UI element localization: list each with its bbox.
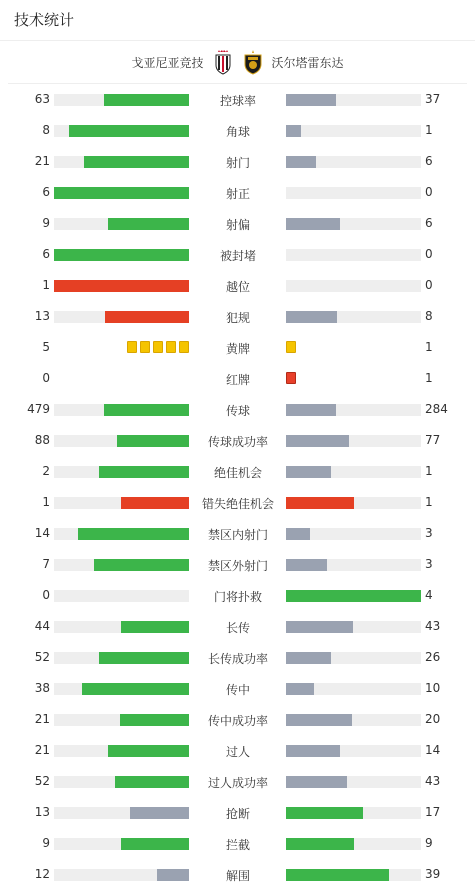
home-bar-track [54, 621, 189, 633]
home-bar-fill [54, 249, 189, 261]
stat-row [0, 270, 475, 301]
stat-row [0, 332, 475, 363]
home-stat-value: 21 [34, 712, 50, 726]
away-bar-fill [286, 156, 316, 168]
away-bar-fill [286, 652, 331, 664]
stat-row [0, 797, 475, 828]
stat-label: 门将扑救 [213, 590, 262, 604]
away-bar-track [286, 776, 421, 788]
home-bar-fill [94, 559, 189, 571]
stat-row [0, 828, 475, 859]
home-stat-value: 8 [42, 123, 50, 137]
stat-row [0, 642, 475, 673]
home-bar-track [54, 218, 189, 230]
home-stat-value: 479 [27, 402, 50, 416]
home-stat-value: 13 [34, 309, 50, 323]
away-bar-track [286, 435, 421, 447]
home-bar-track [54, 497, 189, 509]
stat-row [0, 146, 475, 177]
home-bar-track [54, 745, 189, 757]
home-stat-value: 5 [42, 340, 50, 354]
away-bar-track [286, 745, 421, 757]
home-stat-value: 2 [42, 464, 50, 478]
away-stat-value: 6 [425, 154, 433, 168]
away-bar-fill [286, 125, 301, 137]
stat-label: 长传 [225, 621, 250, 635]
home-bar-track [54, 559, 189, 571]
away-bar-fill [286, 838, 354, 850]
home-bar-fill [78, 528, 189, 540]
stat-row [0, 766, 475, 797]
stat-row [0, 456, 475, 487]
away-bar-fill [286, 404, 336, 416]
away-bar-fill [286, 559, 327, 571]
away-bar-track [286, 559, 421, 571]
away-bar-track [286, 807, 421, 819]
home-cards [127, 341, 189, 354]
away-bar-track [286, 621, 421, 633]
stat-label: 错失绝佳机会 [201, 497, 274, 511]
away-bar-track [286, 280, 421, 292]
yellow-card-icon [286, 341, 296, 353]
away-bar-fill [286, 683, 314, 695]
stat-label: 控球率 [219, 94, 256, 108]
stat-label: 传球 [225, 404, 250, 418]
away-stat-value: 37 [425, 92, 441, 106]
stat-label: 传中 [225, 683, 250, 697]
home-stat-value: 1 [42, 278, 50, 292]
away-bar-track [286, 125, 421, 137]
stat-row [0, 487, 475, 518]
home-bar-fill [117, 435, 189, 447]
stat-label: 射正 [225, 187, 250, 201]
home-bar-track [54, 652, 189, 664]
away-bar-track [286, 156, 421, 168]
stat-row [0, 177, 475, 208]
home-stat-value: 0 [42, 588, 50, 602]
volta-redonda-crest-icon [242, 49, 264, 75]
away-team[interactable] [238, 49, 468, 75]
away-stat-value: 3 [425, 557, 433, 571]
away-bar-track [286, 218, 421, 230]
stat-row [0, 84, 475, 115]
home-stat-value: 44 [34, 619, 50, 633]
home-stat-value: 21 [34, 743, 50, 757]
home-bar-track [54, 528, 189, 540]
home-bar-track [54, 435, 189, 447]
home-bar-track [54, 807, 189, 819]
stat-label: 红牌 [225, 373, 250, 387]
away-bar-track [286, 714, 421, 726]
stat-row [0, 239, 475, 270]
stat-row [0, 115, 475, 146]
home-bar-fill [121, 497, 189, 509]
home-bar-track [54, 590, 189, 602]
away-stat-value: 0 [425, 278, 433, 292]
away-bar-track [286, 683, 421, 695]
home-stat-value: 12 [34, 867, 50, 881]
stat-label: 黄牌 [225, 342, 250, 356]
away-stat-value: 20 [425, 712, 441, 726]
stat-row [0, 735, 475, 766]
red-card-icon [286, 372, 296, 384]
home-stat-value: 0 [42, 371, 50, 385]
stat-row [0, 518, 475, 549]
yellow-card-icon [127, 341, 137, 353]
home-bar-fill [99, 466, 189, 478]
away-stat-value: 43 [425, 619, 441, 633]
home-bar-fill [99, 652, 189, 664]
away-stat-value: 14 [425, 743, 441, 757]
stats-list [0, 84, 475, 890]
teams-header [8, 41, 467, 84]
home-bar-track [54, 280, 189, 292]
home-bar-track [54, 683, 189, 695]
stat-row [0, 704, 475, 735]
away-bar-fill [286, 714, 352, 726]
home-stat-value: 63 [34, 92, 50, 106]
away-stat-value: 17 [425, 805, 441, 819]
stat-row [0, 611, 475, 642]
away-stat-value: 1 [425, 495, 433, 509]
home-bar-fill [108, 745, 189, 757]
home-bar-fill [69, 125, 189, 137]
stat-label: 禁区内射门 [207, 528, 268, 542]
home-bar-track [54, 869, 189, 881]
home-bar-track [54, 404, 189, 416]
away-bar-track [286, 94, 421, 106]
away-bar-fill [286, 218, 340, 230]
home-stat-value: 6 [42, 185, 50, 199]
home-bar-fill [115, 776, 189, 788]
away-stat-value: 43 [425, 774, 441, 788]
stat-label: 拦截 [225, 838, 250, 852]
away-bar-track [286, 187, 421, 199]
stat-row [0, 394, 475, 425]
away-bar-track [286, 590, 421, 602]
home-stat-value: 52 [34, 650, 50, 664]
home-bar-fill [54, 280, 189, 292]
away-bar-fill [286, 869, 389, 881]
away-bar-track [286, 528, 421, 540]
stat-row [0, 301, 475, 332]
yellow-card-icon [140, 341, 150, 353]
stat-label: 角球 [225, 125, 250, 139]
home-stat-value: 38 [34, 681, 50, 695]
away-stat-value: 26 [425, 650, 441, 664]
away-bar-fill [286, 497, 354, 509]
home-team-name: 戈亚尼亚竞技 [131, 55, 204, 70]
away-bar-fill [286, 590, 421, 602]
away-bar-fill [286, 94, 336, 106]
stat-label: 传球成功率 [207, 435, 268, 449]
home-bar-fill [104, 404, 189, 416]
stat-label: 解围 [225, 869, 250, 883]
stat-label: 绝佳机会 [213, 466, 262, 480]
away-bar-track [286, 249, 421, 261]
away-bar-track [286, 311, 421, 323]
away-stat-value: 1 [425, 464, 433, 478]
away-bar-track [286, 497, 421, 509]
stat-row [0, 549, 475, 580]
atletico-goianiense-crest-icon [212, 49, 234, 75]
home-team[interactable] [8, 49, 238, 75]
away-bar-fill [286, 776, 347, 788]
away-bar-fill [286, 311, 337, 323]
home-bar-fill [108, 218, 189, 230]
home-bar-track [54, 156, 189, 168]
stat-row [0, 208, 475, 239]
stat-label: 禁区外射门 [207, 559, 268, 573]
stat-row [0, 425, 475, 456]
home-bar-fill [121, 621, 189, 633]
stat-label: 过人成功率 [207, 776, 268, 790]
stat-label: 被封堵 [219, 249, 256, 263]
away-bar-fill [286, 807, 363, 819]
home-bar-fill [82, 683, 189, 695]
home-bar-track [54, 125, 189, 137]
away-stat-value: 1 [425, 371, 433, 385]
home-stat-value: 21 [34, 154, 50, 168]
yellow-card-icon [153, 341, 163, 353]
home-bar-fill [120, 714, 189, 726]
away-stat-value: 0 [425, 247, 433, 261]
home-bar-track [54, 838, 189, 850]
away-cards [286, 372, 296, 385]
away-stat-value: 3 [425, 526, 433, 540]
away-stat-value: 1 [425, 340, 433, 354]
home-bar-track [54, 94, 189, 106]
away-stat-value: 8 [425, 309, 433, 323]
home-bar-track [54, 249, 189, 261]
stat-label: 长传成功率 [207, 652, 268, 666]
home-stat-value: 9 [42, 216, 50, 230]
away-stat-value: 284 [425, 402, 448, 416]
away-bar-track [286, 869, 421, 881]
away-stat-value: 6 [425, 216, 433, 230]
away-stat-value: 39 [425, 867, 441, 881]
away-bar-fill [286, 466, 331, 478]
away-bar-fill [286, 528, 310, 540]
stat-label: 传中成功率 [207, 714, 268, 728]
away-stat-value: 77 [425, 433, 441, 447]
home-stat-value: 13 [34, 805, 50, 819]
home-stat-value: 9 [42, 836, 50, 850]
away-cards [286, 341, 296, 354]
home-stat-value: 14 [34, 526, 50, 540]
home-bar-track [54, 187, 189, 199]
stat-row [0, 363, 475, 394]
home-bar-track [54, 311, 189, 323]
home-bar-fill [84, 156, 189, 168]
away-stat-value: 1 [425, 123, 433, 137]
away-bar-fill [286, 435, 349, 447]
stat-row [0, 673, 475, 704]
stat-label: 犯规 [225, 311, 250, 325]
home-stat-value: 7 [42, 557, 50, 571]
home-stat-value: 1 [42, 495, 50, 509]
away-bar-fill [286, 621, 353, 633]
stat-label: 射偏 [225, 218, 250, 232]
home-bar-track [54, 776, 189, 788]
away-bar-track [286, 404, 421, 416]
away-stat-value: 9 [425, 836, 433, 850]
home-stat-value: 88 [34, 433, 50, 447]
stat-label: 过人 [225, 745, 250, 759]
away-stat-value: 0 [425, 185, 433, 199]
home-bar-track [54, 466, 189, 478]
away-stat-value: 4 [425, 588, 433, 602]
home-bar-fill [105, 311, 189, 323]
yellow-card-icon [166, 341, 176, 353]
away-stat-value: 10 [425, 681, 441, 695]
away-bar-track [286, 466, 421, 478]
stat-row [0, 859, 475, 890]
home-bar-fill [130, 807, 189, 819]
home-bar-fill [104, 94, 189, 106]
home-bar-track [54, 714, 189, 726]
away-bar-track [286, 838, 421, 850]
home-bar-fill [54, 187, 189, 199]
stat-label: 射门 [225, 156, 250, 170]
page-title: 技术统计 [0, 0, 475, 41]
home-bar-fill [157, 869, 189, 881]
home-bar-fill [121, 838, 189, 850]
home-stat-value: 52 [34, 774, 50, 788]
stat-label: 抢断 [225, 807, 250, 821]
away-bar-track [286, 652, 421, 664]
yellow-card-icon [179, 341, 189, 353]
stat-row [0, 580, 475, 611]
stat-label: 越位 [225, 280, 250, 294]
away-bar-fill [286, 745, 340, 757]
away-team-name: 沃尔塔雷东达 [271, 55, 344, 70]
home-stat-value: 6 [42, 247, 50, 261]
